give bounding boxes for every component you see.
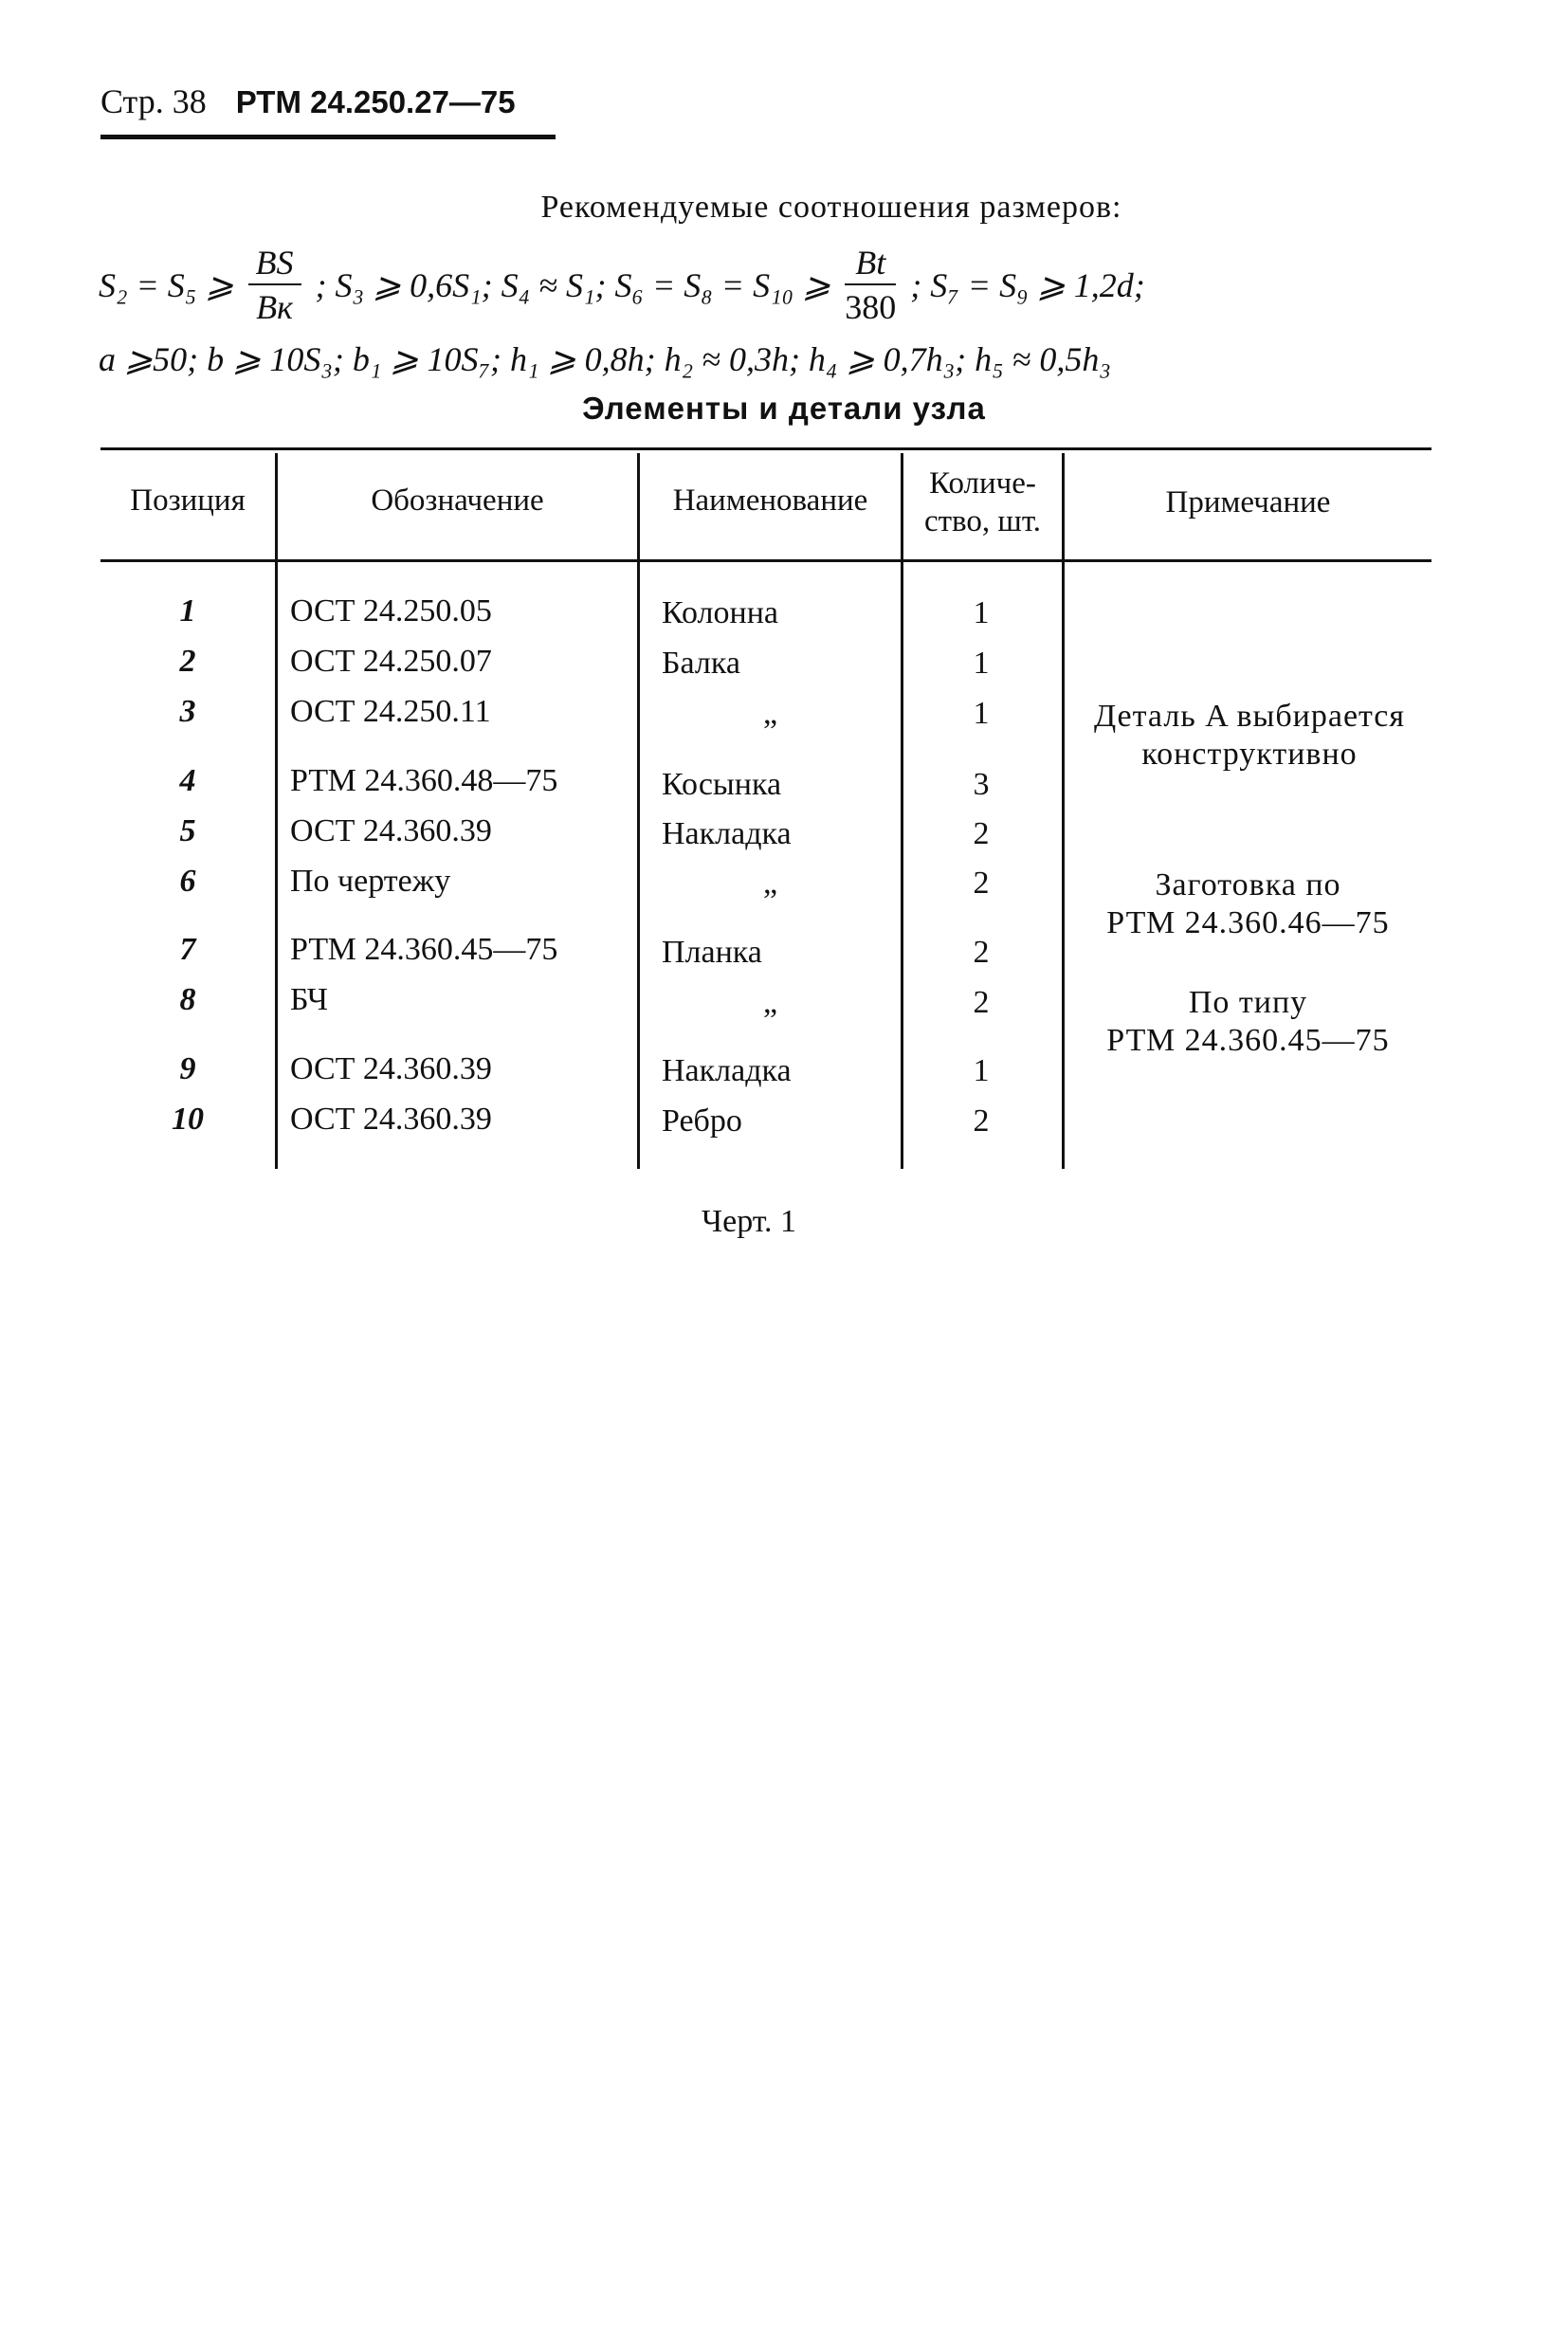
- row-position: 10: [172, 1102, 204, 1137]
- row-position: 5: [179, 813, 196, 848]
- row-name: Планка: [662, 935, 762, 970]
- row-position: 4: [179, 763, 196, 798]
- row-designation: ОСТ 24.360.39: [290, 1102, 492, 1137]
- page-header: [100, 82, 516, 121]
- row-quantity: 2: [973, 816, 990, 851]
- header-rule: [100, 135, 556, 139]
- formula-line-2: a ⩾50; b ⩾ 10S₃; b₁ ⩾ 10S₇; h₁ ⩾ 0,8h; h₂ ≈ 0,3h; h₄ ⩾ 0,7h₃; h₅ ≈ 0,5h₃: [99, 340, 1111, 378]
- row-name: „: [763, 985, 778, 1020]
- row-quantity: 2: [973, 985, 990, 1020]
- row-designation: РТМ 24.360.45—75: [290, 932, 558, 967]
- row-designation: ОСТ 24.360.39: [290, 813, 492, 848]
- row-quantity: 2: [973, 1103, 990, 1139]
- row-position: 7: [179, 932, 196, 967]
- column-divider: [275, 453, 278, 1169]
- header-name: Наименование: [672, 483, 868, 518]
- row-name: Колонна: [662, 595, 778, 630]
- fraction-denominator: 380: [845, 288, 897, 326]
- header-designation: Обозначение: [371, 483, 544, 518]
- row-name: Косынка: [662, 767, 782, 802]
- header-quantity-line2: ство, шт.: [923, 504, 1042, 538]
- note-line: конструктивно: [1141, 737, 1358, 772]
- table-title: Элементы и детали узла: [582, 391, 986, 426]
- header-note: Примечание: [1165, 485, 1331, 519]
- row-designation: По чертежу: [290, 864, 451, 899]
- formula-part-b: ; S₃ ⩾ 0,6S₁; S₄ ≈ S₁; S₆ = S₈ = S₁₀ ⩾: [315, 266, 831, 304]
- table-header-rule: [100, 559, 1431, 562]
- page-number: Стр. 38: [100, 82, 207, 120]
- document-code: РТМ 24.250.27—75: [235, 84, 516, 119]
- table-top-rule: [100, 447, 1431, 450]
- column-divider: [1062, 453, 1065, 1169]
- row-quantity: 1: [973, 646, 990, 681]
- row-designation: ОСТ 24.250.11: [290, 694, 491, 729]
- note-line: Заготовка по: [1155, 867, 1341, 902]
- row-quantity: 2: [973, 935, 990, 970]
- row-designation: ОСТ 24.250.07: [290, 644, 492, 679]
- row-position: 3: [179, 694, 196, 729]
- row-position: 9: [179, 1051, 196, 1086]
- row-quantity: 1: [973, 595, 990, 630]
- formula-part-a: S₂ = S₅ ⩾: [99, 266, 234, 304]
- note-line: РТМ 24.360.46—75: [1106, 905, 1390, 940]
- header-quantity-line1: Количе-: [929, 466, 1036, 501]
- row-quantity: 3: [973, 767, 990, 802]
- note-line: Деталь A выбирается: [1093, 699, 1406, 734]
- row-position: 6: [179, 864, 196, 899]
- fraction-numerator: BS: [248, 242, 301, 285]
- row-designation: ОСТ 24.250.05: [290, 593, 492, 629]
- figure-caption: Черт. 1: [702, 1204, 797, 1239]
- row-name: „: [763, 866, 778, 901]
- row-quantity: 1: [973, 1053, 990, 1088]
- row-quantity: 2: [973, 866, 990, 901]
- row-designation: БЧ: [290, 982, 328, 1017]
- row-name: „: [763, 696, 778, 731]
- row-name: Накладка: [662, 816, 792, 851]
- row-quantity: 1: [973, 696, 990, 731]
- formula-line-1: [99, 242, 1445, 329]
- note-line: По типу: [1188, 985, 1308, 1020]
- recommended-ratios-heading: Рекомендуемые соотношения размеров:: [540, 190, 1122, 225]
- note-blank-source: [1065, 866, 1431, 942]
- note-detail-a: [1060, 698, 1439, 774]
- row-position: 8: [179, 982, 196, 1017]
- fraction-bt-380: [845, 242, 896, 329]
- header-position: Позиция: [130, 483, 246, 518]
- row-name: Ребро: [662, 1103, 742, 1139]
- note-by-type: [1065, 984, 1431, 1060]
- row-designation: РТМ 24.360.48—75: [290, 763, 558, 798]
- row-position: 1: [179, 593, 196, 629]
- note-line: РТМ 24.360.45—75: [1106, 1023, 1390, 1058]
- header-quantity: [903, 465, 1062, 540]
- row-name: Балка: [662, 646, 740, 681]
- fraction-denominator: Bк: [256, 288, 293, 326]
- row-name: Накладка: [662, 1053, 792, 1088]
- formula-part-c: ; S₇ = S₉ ⩾ 1,2d;: [910, 266, 1145, 304]
- fraction-bs-bk: [248, 242, 301, 329]
- column-divider: [901, 453, 903, 1169]
- row-position: 2: [179, 644, 196, 679]
- row-designation: ОСТ 24.360.39: [290, 1051, 492, 1086]
- column-divider: [637, 453, 640, 1169]
- fraction-numerator: Bt: [845, 242, 896, 285]
